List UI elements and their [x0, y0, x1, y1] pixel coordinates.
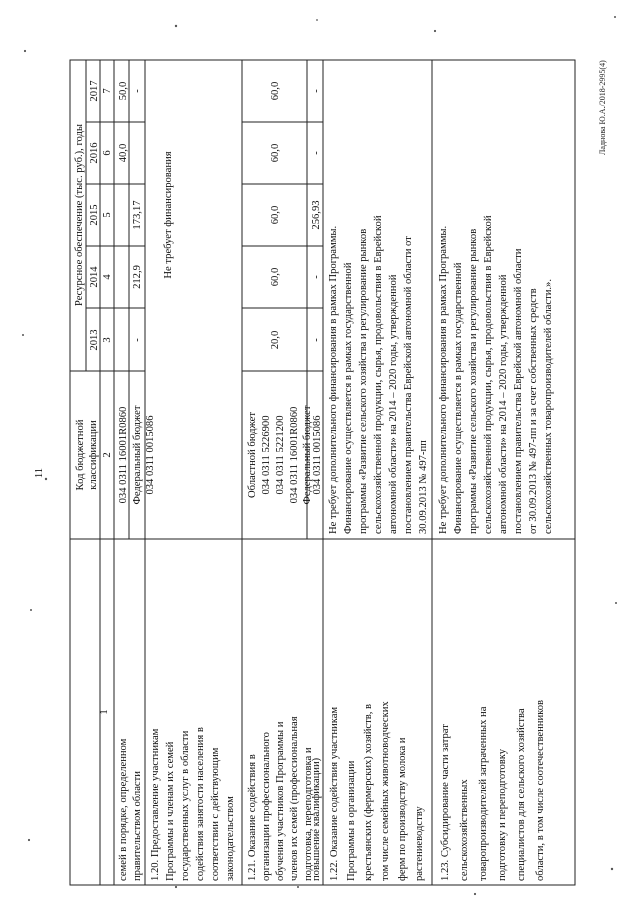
row-121-2015-fed: 256,93: [311, 200, 322, 230]
year-2017: 2017: [89, 80, 100, 102]
row-120-name-5: соответствии с действующим: [210, 747, 221, 881]
row-121-name-2: организации профессионального: [261, 732, 272, 881]
row-123-name-3: товаропроизводителей затраченных на: [478, 706, 489, 881]
row-121-2015: 60,0: [270, 205, 281, 225]
row-122-note-1: Не требует дополнительного финансирования в рамках Программы.: [328, 225, 339, 534]
row-121-name-4: членов их семей (профессиональная: [289, 716, 300, 881]
row-121-2016: 60,0: [270, 143, 281, 163]
row-123-name-6: области, в том числе соотечественников: [535, 699, 546, 881]
row-122-note-4: сельскохозяйственной продукции, сырья, продовольствия в Еврейской: [373, 215, 384, 534]
row-cont-2013: -: [132, 338, 143, 342]
row-cont-2017: 50,0: [118, 81, 129, 101]
year-num-5: 5: [102, 212, 113, 218]
row-123-note-8: сельскохозяйственных товаропроизводителей области.».: [543, 279, 554, 534]
year-num-4: 4: [102, 274, 113, 280]
row-123-note-1: Не требует дополнительного финансирования в рамках Программы.: [438, 225, 449, 534]
row-cont-2015: 173,17: [132, 200, 143, 230]
row-123-name-1: 1.23. Субсидирование части затрат: [440, 724, 451, 881]
row-123-name-5: специалистов для сельского хозяйства: [516, 708, 527, 881]
row-123-name-2: сельскохозяйственных: [459, 779, 470, 881]
row-122-note-6: постановлением правительства Еврейской автономной области от: [403, 236, 414, 534]
row-121-kbk-5: Федеральный бюджет: [302, 405, 313, 505]
year-num-3: 3: [102, 337, 113, 343]
row-121-2016-fed: -: [311, 151, 322, 155]
row-122-name-6: растениеводству: [414, 806, 425, 881]
year-num-7: 7: [102, 88, 113, 94]
row-123-note-7: от 30.09.2013 № 497-пп и за счет собственных средств: [528, 288, 539, 534]
row-122-name-4: том числе семейных животноводческих: [380, 701, 391, 881]
row-122-note-7: 30.09.2013 № 497-пп: [418, 440, 429, 534]
row-cont-kbk-1: 034 0311 16001R0860: [118, 406, 129, 504]
row-121-name-3: обучения участников Программы и: [275, 721, 286, 881]
row-121-kbk-3: 034 0311 5221200: [275, 415, 286, 495]
row-122-name-1: 1.22. Оказание содействия участникам: [329, 706, 340, 881]
row-121-2014-fed: -: [311, 275, 322, 279]
row-122-note-5: автономной области» на 2014 – 2020 годы, утвержденной: [388, 274, 399, 534]
row-121-kbk-6: 034 0311 0015086: [312, 415, 323, 495]
header-resource: Ресурсное обеспечение (тыс. руб.), годы: [74, 123, 85, 307]
row-120-note: Не требует финансирования: [163, 151, 174, 279]
row-cont-name-1: семей в порядке, определенном: [118, 738, 129, 881]
row-122-note-2: Финансирование осуществляется в рамках государственной: [343, 262, 354, 534]
row-120-name-2: Программы и членам их семей: [165, 741, 176, 881]
row-cont-2017-b: -: [132, 89, 143, 93]
row-121-name-6: повышение квалификации): [311, 757, 322, 881]
row-123-note-3: программы «Развитие сельского хозяйства и регулирование рынков: [468, 228, 479, 534]
row-123-note-4: сельскохозяйственной продукции, сырья, продовольствия в Еврейской: [483, 215, 494, 534]
row-cont-name-2: правительством области: [132, 771, 143, 881]
row-121-2017-fed: -: [311, 89, 322, 93]
row-121-kbk-2: 034 0311 5226900: [261, 415, 272, 495]
row-121-name-5: подготовка, переподготовка и: [303, 747, 314, 881]
row-122-name-3: крестьянских (фермерских) хозяйств, в: [363, 703, 374, 881]
row-120-name-6: законодательством: [225, 796, 236, 881]
row-123-note-2: Финансирование осуществляется в рамках государственной: [453, 262, 464, 534]
row-121-kbk-4: 034 0311 16001R0860: [289, 406, 300, 504]
header-kbk-line2: классификации: [88, 420, 99, 490]
row-cont-kbk-2: Федеральный бюджет: [132, 405, 143, 505]
header-kbk-num: 2: [102, 452, 113, 458]
row-121-2013-fed: -: [311, 338, 322, 342]
row-122-name-5: ферм по производству молока и: [397, 737, 408, 881]
row-120-name-4: содействия занятости населения в: [195, 727, 206, 881]
year-2013: 2013: [89, 329, 100, 351]
year-num-6: 6: [102, 150, 113, 156]
row-123-name-4: подготовку и переподготовку: [497, 748, 508, 881]
row-cont-2016: 40,0: [118, 143, 129, 163]
row-121-kbk-1: Областной бюджет: [247, 411, 258, 499]
header-col1: 1: [99, 709, 110, 715]
row-120-name-1: 1.20. Предоставление участникам: [150, 728, 161, 881]
year-2014: 2014: [89, 266, 100, 288]
row-122-note-3: программы «Развитие сельского хозяйства и регулирование рынков: [358, 228, 369, 534]
side-note: Ладнова Ю.А./2018-2995(4): [598, 60, 607, 155]
row-cont-kbk-3: 034 0311 0015086: [145, 415, 156, 495]
row-121-2017: 60,0: [270, 81, 281, 101]
row-121-2013: 20,0: [270, 330, 281, 350]
row-123-note-6: постановлением правительства Еврейской автономной области: [513, 248, 524, 534]
page-number: 11: [34, 467, 45, 479]
year-2016: 2016: [89, 142, 100, 164]
row-123-note-5: автономной области» на 2014 – 2020 годы, утвержденной: [498, 274, 509, 534]
header-kbk-line1: Код бюджетной: [75, 419, 86, 491]
row-121-name-1: 1.21. Оказание содействия в: [247, 754, 258, 881]
row-122-name-2: Программы в организации: [346, 760, 357, 881]
row-121-2014: 60,0: [270, 267, 281, 287]
row-cont-2014: 212,9: [132, 265, 143, 289]
row-120-name-3: государственных услуг в области: [180, 730, 191, 881]
year-2015: 2015: [89, 204, 100, 226]
